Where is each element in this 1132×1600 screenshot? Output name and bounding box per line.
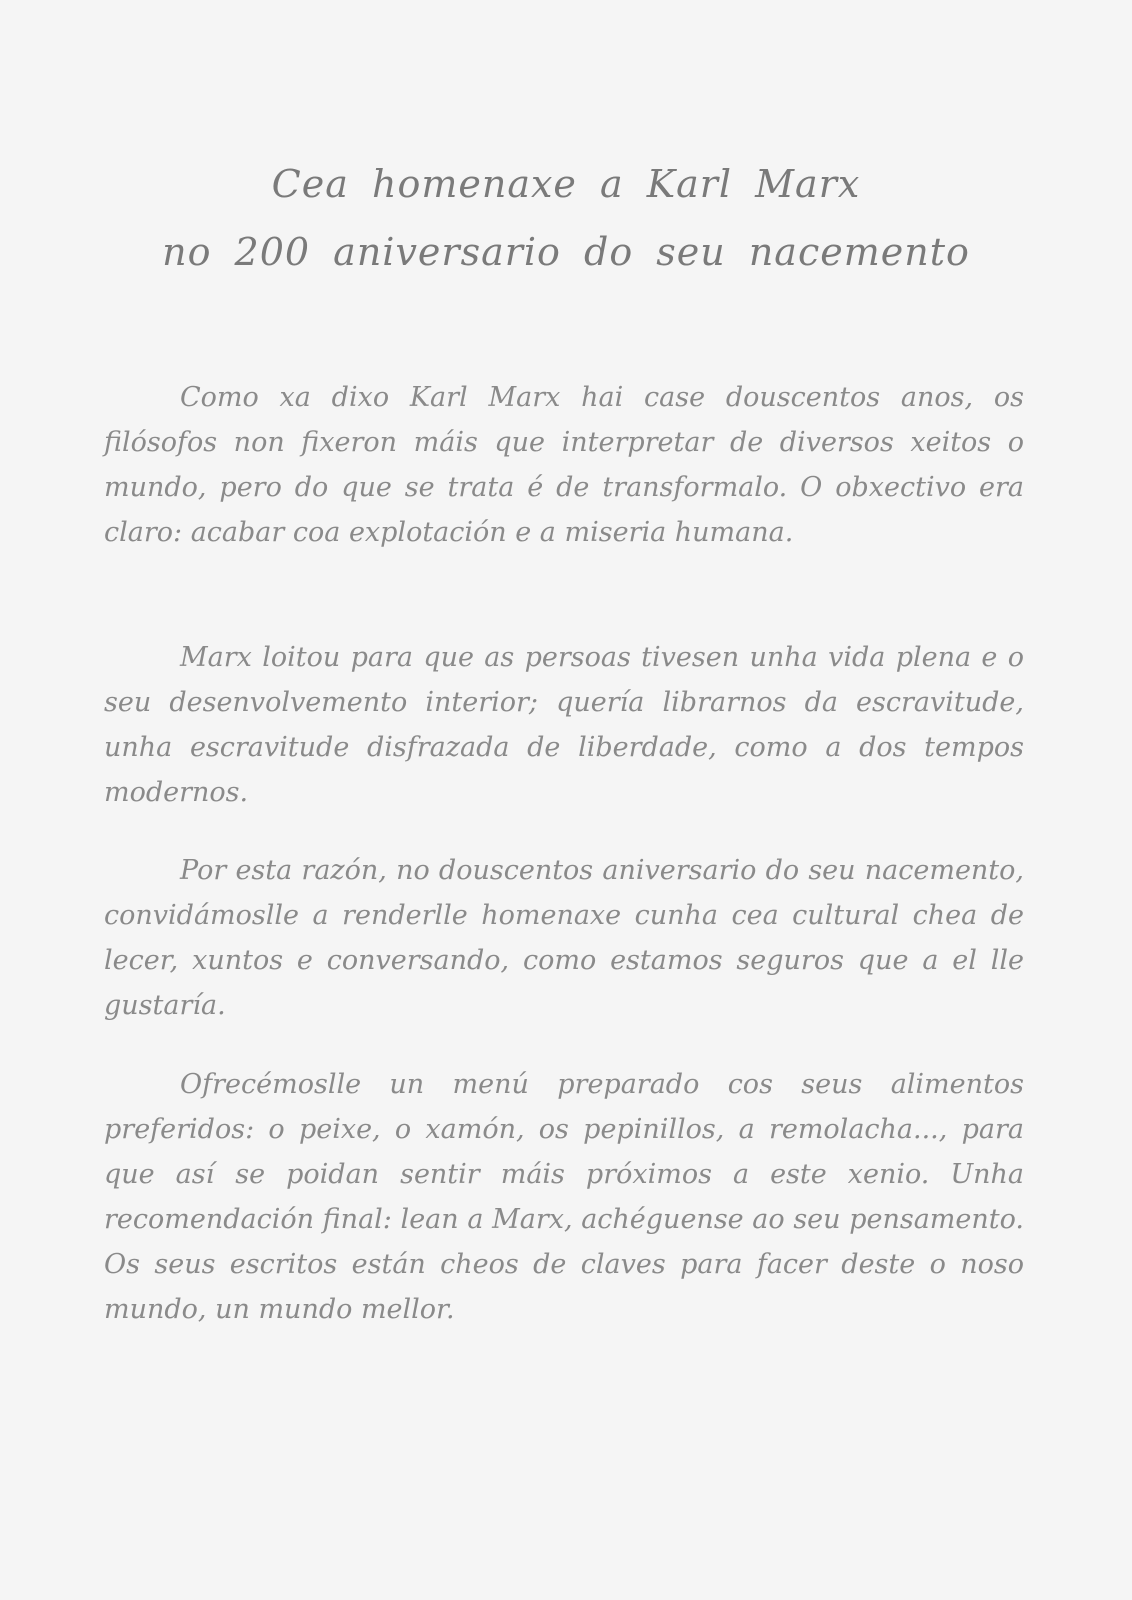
paragraph-2: Marx loitou para que as persoas tivesen unha vida plena e o seu desenvolvemento interior; quería librarnos da escravitude, unha escravitude disfrazada de liberdade, como a dos tempos modernos. — [104, 642, 1024, 808]
paragraph-1: Como xa dixo Karl Marx hai case douscentos anos, os filósofos non fixeron máis que interpretar de diversos xeitos o mundo, pero do que se trata é de transformalo. O obxectivo era claro: acabar coa explotación e a miseria humana. — [104, 382, 1024, 548]
title-line-2: no 200 aniversario do seu nacemento — [162, 230, 970, 274]
title-line-1: Cea homenaxe a Karl Marx — [271, 162, 861, 206]
paragraph-3: Por esta razón, no douscentos aniversario do seu nacemento, convidámoslle a renderlle homenaxe cunha cea cultural chea de lecer, xuntos e conversando, como estamos seguros que a el lle gustaría. — [104, 855, 1024, 1021]
paragraph-4: Ofrecémoslle un menú preparado cos seus alimentos preferidos: o peixe, o xamón, os pepinillos, a remolacha..., para que así se poidan sentir máis próximos a este xenio. Unha recomendación final: lean a Marx, achéguense ao seu pensamento. Os seus escritos están cheos de claves para facer deste o noso mundo, un mundo mellor. — [104, 1069, 1024, 1325]
document-title — [0, 150, 1132, 286]
